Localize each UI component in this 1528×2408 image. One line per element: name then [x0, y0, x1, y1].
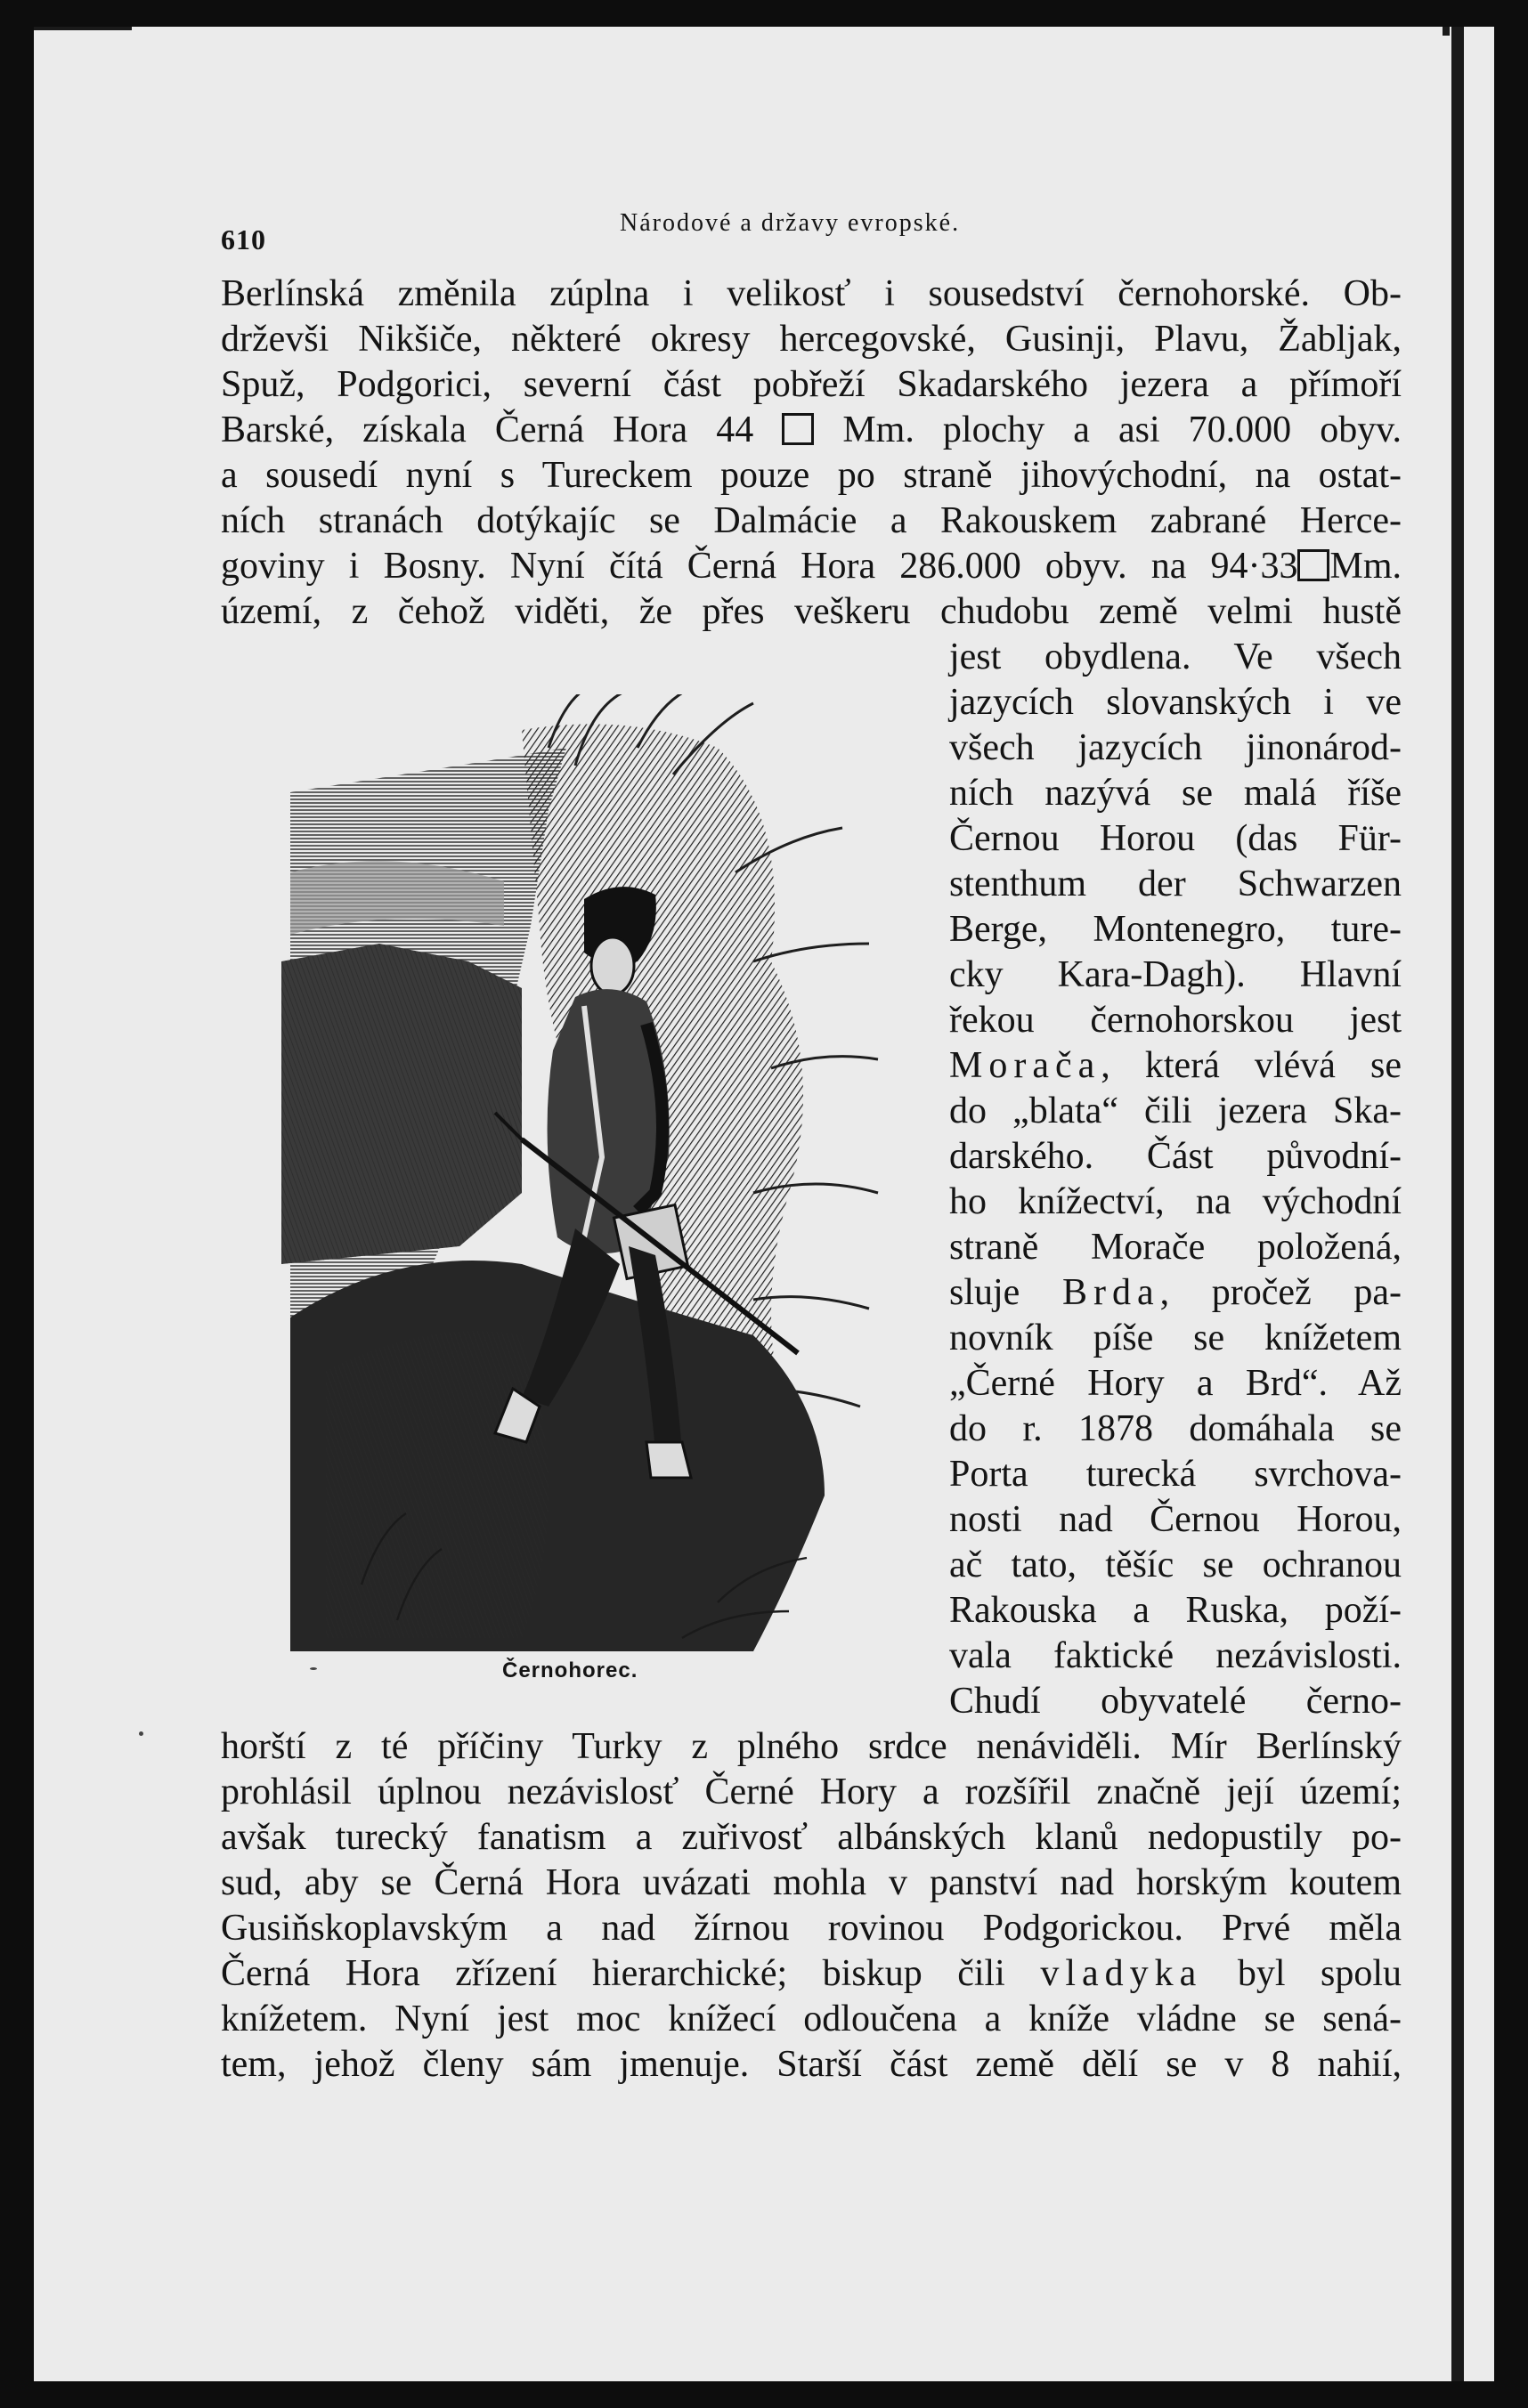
running-title: Národové a državy evropské. [620, 209, 961, 237]
text-line: horští z té příčiny Turky z plného srdce nenáviděli. Mír Berlínský [221, 1726, 1402, 1767]
engraving-illustration [255, 694, 931, 1651]
text-line: Morača, která vlévá se [949, 1045, 1402, 1086]
text-line: jest obydlena. Ve všech [949, 636, 1402, 677]
text-line: Gusiňskoplavským a nad žírnou rovinou Podgorickou. Prvé měla [221, 1908, 1402, 1949]
page-sheet [34, 27, 1494, 2381]
text-line: tem, jehož členy sám jmenuje. Starší část země dělí se v 8 nahií, [221, 2044, 1402, 2085]
square-unit-symbol [1297, 549, 1329, 581]
top-right-edge-mark [1443, 27, 1450, 36]
square-unit-symbol [782, 413, 814, 445]
text-line: straně Morače položená, [949, 1227, 1402, 1268]
text-line: sud, aby se Černá Hora uvázati mohla v panství nad horským koutem [221, 1862, 1402, 1903]
text-line: Černou Horou (das Für- [949, 818, 1402, 859]
text-line: Porta turecká svrchova- [949, 1454, 1402, 1495]
text-line: Berlínská změnila zúplna i velikosť i sousedství černohorské. Ob- [221, 273, 1402, 314]
text-line: goviny i Bosny. Nyní čítá Černá Hora 286.000 obyv. na 94·33 Mm. [221, 546, 1402, 587]
text-line: Černá Hora zřízení hierarchické; biskup čili vladyka byl spolu [221, 1953, 1402, 1994]
text-line: ho knížectví, na východní [949, 1181, 1402, 1222]
text-line: do r. 1878 domáhala se [949, 1408, 1402, 1449]
top-edge-mark [34, 27, 132, 30]
text-line: Spuž, Podgorici, severní část pobřeží Skadarského jezera a přímoří [221, 364, 1402, 405]
spaced-term: Morača [949, 1045, 1101, 1086]
text-line: Barské, získala Černá Hora 44 Mm. plochy a asi 70.000 obyv. [221, 409, 1402, 450]
text-line: Berge, Montenegro, ture- [949, 909, 1402, 950]
text-line: avšak turecký fanatism a zuřivosť albánských klanů nedopustily po- [221, 1817, 1402, 1858]
text-line: do „blata“ čili jezera Ska- [949, 1090, 1402, 1131]
rock-hatching [326, 1331, 549, 1638]
mountain-shading [281, 944, 522, 1264]
illustration-caption: Černohorec. [502, 1658, 638, 1682]
text-line: všech jazycích jinonárod- [949, 727, 1402, 768]
text-line: nosti nad Černou Horou, [949, 1499, 1402, 1540]
text-line: stenthum der Schwarzen [949, 863, 1402, 904]
text-line: knížetem. Nyní jest moc knížecí odloučena a kníže vládne se sená- [221, 1999, 1402, 2039]
spaced-term: vladyka [1040, 1953, 1203, 1994]
text-line: sluje Brda, pročež pa- [949, 1272, 1402, 1313]
text-line: drževši Nikšiče, některé okresy hercegovské, Gusinji, Plavu, Žabljak, [221, 319, 1402, 360]
text-line: cky Kara-Dagh). Hlavní [949, 954, 1402, 995]
text-line: ač tato, těšíc se ochranou [949, 1545, 1402, 1585]
text-line: řekou černohorskou jest [949, 1000, 1402, 1041]
page-header [221, 209, 1378, 255]
text-line: jazycích slovanských i ve [949, 682, 1402, 723]
spaced-term: Brda [1061, 1272, 1160, 1313]
page-number: 610 [221, 223, 266, 255]
text-line: a sousedí nyní s Tureckem pouze po straně jihovýchodní, na ostat- [221, 455, 1402, 496]
text-line: „Černé Hory a Brd“. Až [949, 1363, 1402, 1404]
text-line: novník píše se knížetem [949, 1318, 1402, 1358]
print-speck [310, 1667, 317, 1670]
text-line: ních stranách dotýkajíc se Dalmácie a Rakouskem zabrané Herce- [221, 500, 1402, 541]
text-line: vala faktické nezávislosti. [949, 1635, 1402, 1676]
text-line: ních nazývá se malá říše [949, 773, 1402, 814]
text-line: prohlásil úplnou nezávislosť Černé Hory a rozšířil značně její území; [221, 1772, 1402, 1812]
text-line: území, z čehož viděti, že přes veškeru chudobu země velmi hustě [221, 591, 1402, 632]
text-line: darského. Část původní- [949, 1136, 1402, 1177]
text-line: Rakouska a Ruska, poží- [949, 1590, 1402, 1631]
right-edge-shadow [1451, 27, 1464, 2381]
text-line: Chudí obyvatelé černo- [949, 1681, 1402, 1722]
print-speck [139, 1731, 143, 1736]
